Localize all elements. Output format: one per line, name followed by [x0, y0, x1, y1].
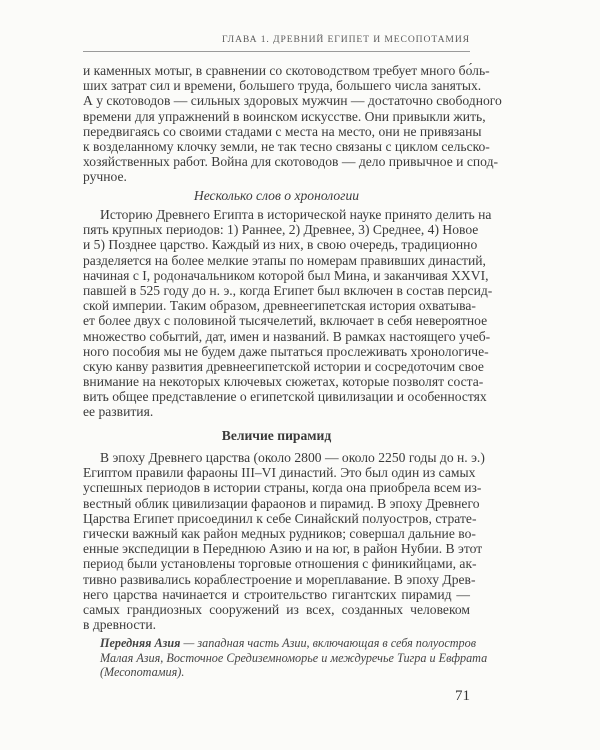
text-line: самых грандиозных сооружений из всех, созданных человеком — [83, 601, 470, 617]
text-line: хозяйственных работ. Война для скотоводов — дело привычное и спод- — [83, 154, 499, 170]
text-line: успешных периодов в истории страны, когда она приобрела всем из- — [83, 480, 482, 496]
text-line: В эпоху Древнего царства (около 2800 — около 2250 годы до н. э.) — [100, 450, 485, 465]
text-line: ного пособия мы не будем даже пытаться прослеживать хронологиче- — [83, 343, 489, 359]
note-line: Малая Азия, Восточное Средиземноморье и междуречье Тигра и Евфрата — [100, 650, 488, 665]
paragraph-3 — [83, 450, 485, 633]
text-line: А у скотоводов — сильных здоровых мужчин — достаточно свободного — [83, 93, 502, 109]
definition-note — [100, 636, 488, 680]
text-line: период были установлены торговые отношения с финикийцами, ак- — [83, 556, 477, 572]
text-line: тивно развивались кораблестроение и мореплавание. В эпоху Древ- — [83, 571, 476, 587]
paragraph-1 — [83, 63, 502, 185]
text-line: скую канву развития древнеегипетской истории и сосредоточим свое — [83, 358, 484, 374]
heading-pyramids: Величие пирамид — [221, 428, 332, 443]
text-line: Царства Египет присоединил к себе Синайский полуостров, страте- — [83, 510, 477, 526]
running-head: ГЛАВА 1. ДРЕВНИЙ ЕГИПЕТ И МЕСОПОТАМИЯ — [221, 34, 470, 45]
text-line: начиная с I, родоначальником которой был Мина, и заканчивая XXVI, — [83, 267, 489, 283]
text-line: внимание на некоторых ключевых сюжетах, которые позволят соста- — [83, 374, 484, 390]
text-line: Египтом правили фараоны III–VI династий. Это был один из самых — [83, 465, 476, 481]
text-line: вестный облик цивилизации фараонов и пирамид. В эпоху Древнего — [83, 495, 480, 511]
text-line: него царства начинается и строительство гигантских пирамид — — [83, 586, 470, 602]
text-line: ее развития. — [83, 404, 154, 420]
text-line: времени для упражнений в воинском искусстве. Они привыкли жить, — [83, 108, 486, 124]
text-line: ших затрат сил и времени, большего труда, большего числа занятых. — [83, 78, 482, 94]
paragraph-2 — [83, 207, 493, 420]
text-line: передвигаясь со своими стадами с места на место, они не привязаны — [83, 123, 482, 139]
text-line: к возделанному клочку земли, не так тесно связаны с циклом сельско- — [83, 138, 490, 154]
text-line: в древности. — [83, 617, 157, 633]
note-line — [100, 636, 477, 651]
text-line: разделяется на более мелкие этапы по номерам правивших династий, — [83, 252, 486, 268]
note-line: (Месопотамия). — [100, 665, 185, 680]
note-text: — западная часть Азии, включающая в себя полуостров — [180, 636, 477, 650]
text-line: ет более двух с половиной тысячелетий, включает в себя невероятное — [83, 313, 488, 329]
page-number: 71 — [455, 688, 470, 704]
text-line: множество событий, дат, имен и названий. В рамках настоящего учеб- — [83, 328, 491, 344]
text-line: и каменных мотыг, в сравнении со скотоводством требует много бо́ль- — [83, 63, 490, 78]
header-rule — [83, 51, 470, 52]
text-line: павшей в 525 году до н. э., когда Египет был включен в состав персид- — [83, 282, 493, 298]
text-line: и 5) Позднее царство. Каждый из них, в свою очередь, традиционно — [83, 237, 478, 253]
text-line: енные экспедиции в Переднюю Азию и на юг, в район Нубии. В этот — [83, 541, 483, 557]
subheading-chronology: Несколько слов о хронологии — [193, 188, 360, 203]
text-line: Историю Древнего Египта в исторической науке принято делить на — [100, 207, 492, 222]
note-term: Передняя Азия — [100, 636, 181, 650]
text-line: гически важный как район медных рудников; совершал дальние во- — [83, 525, 476, 541]
text-line: пять крупных периодов: 1) Раннее, 2) Древнее, 3) Среднее, 4) Новое — [83, 222, 479, 238]
text-line: вить общее представление о египетской цивилизации и особенностях — [83, 389, 487, 405]
text-line: ручное. — [83, 169, 127, 185]
text-line: ской империи. Таким образом, древнеегипетская история охватыва- — [83, 298, 476, 314]
